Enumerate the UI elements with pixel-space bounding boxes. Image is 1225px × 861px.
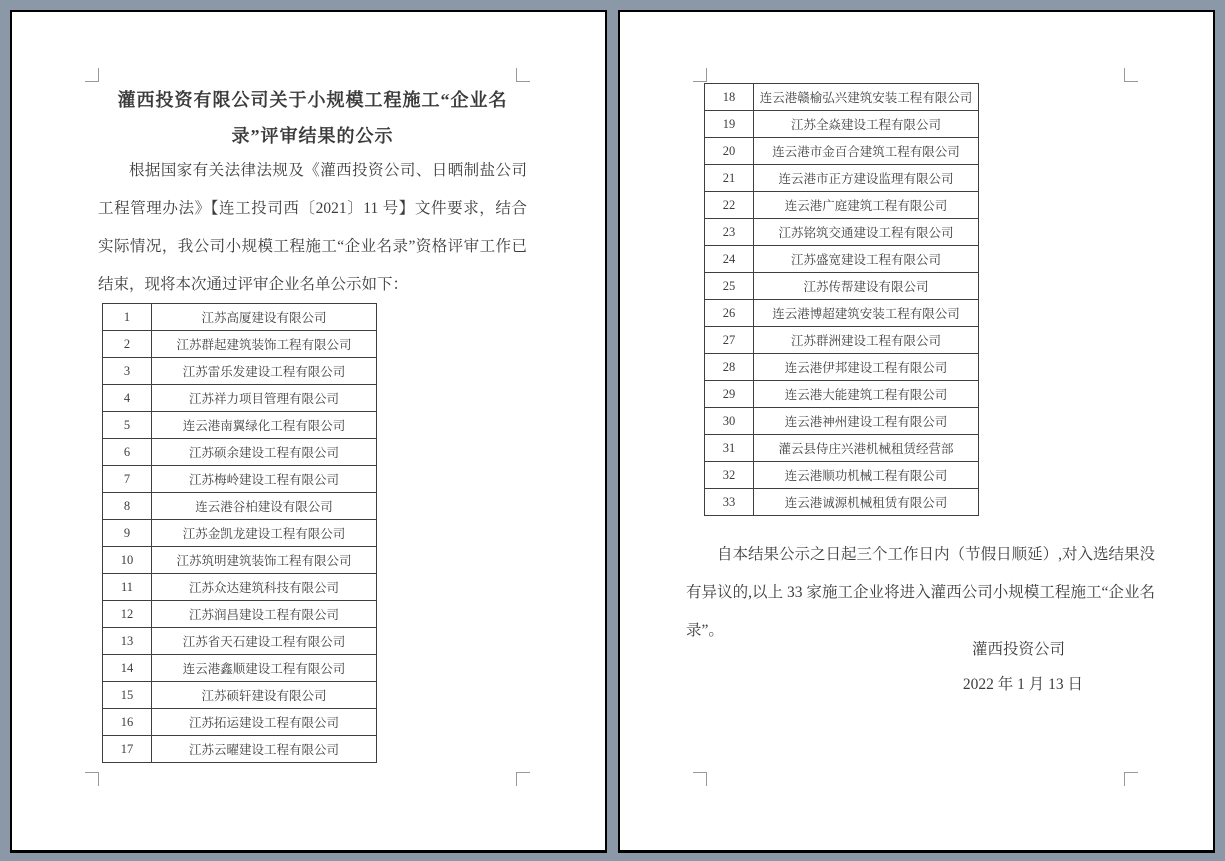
row-number-cell: 19: [705, 111, 754, 138]
row-number-cell: 13: [103, 628, 152, 655]
table-row: [103, 439, 377, 466]
row-number-cell: 4: [103, 385, 152, 412]
table-row: [103, 358, 377, 385]
row-number-cell: 31: [705, 435, 754, 462]
company-name-cell: 江苏群起建筑装饰工程有限公司: [152, 331, 377, 358]
row-number-cell: 6: [103, 439, 152, 466]
row-number-cell: 14: [103, 655, 152, 682]
company-name-cell: 江苏金凯龙建设工程有限公司: [152, 520, 377, 547]
row-number-cell: 7: [103, 466, 152, 493]
table-row: [705, 462, 979, 489]
row-number-cell: 22: [705, 192, 754, 219]
table-row: [705, 381, 979, 408]
table-row: [705, 327, 979, 354]
company-name-cell: 连云港顺功机械工程有限公司: [754, 462, 979, 489]
row-number-cell: 25: [705, 273, 754, 300]
text-boundary-mark-bottom-right: [516, 772, 530, 786]
document-page-1[interactable]: [10, 10, 607, 853]
row-number-cell: 2: [103, 331, 152, 358]
company-name-cell: 连云港博超建筑安装工程有限公司: [754, 300, 979, 327]
row-number-cell: 20: [705, 138, 754, 165]
text-boundary-mark-top-right: [1124, 68, 1138, 82]
company-name-cell: 江苏梅岭建设工程有限公司: [152, 466, 377, 493]
table-row: [705, 354, 979, 381]
table-row: [705, 246, 979, 273]
table-row: [103, 547, 377, 574]
company-name-cell: 江苏众达建筑科技有限公司: [152, 574, 377, 601]
company-name-cell: 灌云县侍庄兴港机械租赁经营部: [754, 435, 979, 462]
row-number-cell: 27: [705, 327, 754, 354]
table-row: [705, 435, 979, 462]
row-number-cell: 32: [705, 462, 754, 489]
company-table-page-2: [704, 83, 979, 516]
row-number-cell: 30: [705, 408, 754, 435]
text-boundary-mark-top-right: [516, 68, 530, 82]
company-name-cell: 江苏铭筑交通建设工程有限公司: [754, 219, 979, 246]
row-number-cell: 11: [103, 574, 152, 601]
text-boundary-mark-top-left: [85, 68, 99, 82]
company-name-cell: 连云港市金百合建筑工程有限公司: [754, 138, 979, 165]
text-boundary-mark-top-left: [693, 68, 707, 82]
company-name-cell: 江苏高厦建设有限公司: [152, 304, 377, 331]
company-name-cell: 江苏硕余建设工程有限公司: [152, 439, 377, 466]
text-boundary-mark-bottom-right: [1124, 772, 1138, 786]
table-row: [103, 520, 377, 547]
closing-paragraph: 自本结果公示之日起三个工作日内（节假日顺延）,对入选结果没有异议的,以上 33 家施工企业将进入灌西公司小规模工程施工“企业名录”。: [686, 546, 1155, 639]
table-row: [103, 304, 377, 331]
signature-company: 灌西投资公司: [971, 641, 1065, 658]
company-name-cell: 江苏润昌建设工程有限公司: [152, 601, 377, 628]
document-page-2[interactable]: [618, 10, 1215, 853]
table-row: [705, 84, 979, 111]
row-number-cell: 16: [103, 709, 152, 736]
company-name-cell: 江苏硕轩建设有限公司: [152, 682, 377, 709]
text-boundary-mark-bottom-left: [693, 772, 707, 786]
row-number-cell: 24: [705, 246, 754, 273]
table-row: [103, 331, 377, 358]
company-name-cell: 连云港赣榆弘兴建筑安装工程有限公司: [754, 84, 979, 111]
table-row: [103, 601, 377, 628]
company-name-cell: 江苏省天石建设工程有限公司: [152, 628, 377, 655]
table-row: [103, 709, 377, 736]
row-number-cell: 28: [705, 354, 754, 381]
company-name-cell: 江苏全焱建设工程有限公司: [754, 111, 979, 138]
table-row: [705, 192, 979, 219]
row-number-cell: 5: [103, 412, 152, 439]
table-row: [705, 219, 979, 246]
table-row: [705, 489, 979, 516]
table-row: [103, 412, 377, 439]
company-name-cell: 江苏拓运建设工程有限公司: [152, 709, 377, 736]
row-number-cell: 29: [705, 381, 754, 408]
company-name-cell: 连云港谷柏建设有限公司: [152, 493, 377, 520]
table-row: [103, 493, 377, 520]
company-name-cell: 连云港诚源机械租赁有限公司: [754, 489, 979, 516]
document-title: 灌西投资有限公司关于小规模工程施工“企业名录”评审结果的公示: [117, 90, 508, 146]
table-row: [705, 111, 979, 138]
row-number-cell: 26: [705, 300, 754, 327]
company-name-cell: 连云港鑫顺建设工程有限公司: [152, 655, 377, 682]
company-name-cell: 江苏云曜建设工程有限公司: [152, 736, 377, 763]
company-name-cell: 连云港南翼绿化工程有限公司: [152, 412, 377, 439]
row-number-cell: 21: [705, 165, 754, 192]
table-row: [705, 165, 979, 192]
table-row: [103, 682, 377, 709]
intro-paragraph: 根据国家有关法律法规及《灌西投资公司、日晒制盐公司工程管理办法》【连工投司西〔2021〕11 号】文件要求，结合实际情况，我公司小规模工程施工“企业名录”资格评审工作已结束，现将本次通过评审企业名单公示如下：: [98, 162, 527, 293]
table-row: [103, 385, 377, 412]
company-name-cell: 连云港伊邦建设工程有限公司: [754, 354, 979, 381]
company-table-page-1: [102, 303, 377, 763]
company-name-cell: 江苏祥力项目管理有限公司: [152, 385, 377, 412]
table-row: [103, 655, 377, 682]
row-number-cell: 33: [705, 489, 754, 516]
company-name-cell: 江苏筑明建筑装饰工程有限公司: [152, 547, 377, 574]
table-row: [103, 574, 377, 601]
company-name-cell: 江苏雷乐发建设工程有限公司: [152, 358, 377, 385]
row-number-cell: 10: [103, 547, 152, 574]
table-row: [103, 736, 377, 763]
document-date: 2022 年 1 月 13 日: [962, 676, 1083, 693]
company-table-body-2: [705, 84, 979, 516]
row-number-cell: 23: [705, 219, 754, 246]
company-name-cell: 连云港广庭建筑工程有限公司: [754, 192, 979, 219]
table-row: [705, 273, 979, 300]
company-name-cell: 江苏盛宽建设工程有限公司: [754, 246, 979, 273]
company-name-cell: 连云港神州建设工程有限公司: [754, 408, 979, 435]
table-row: [705, 300, 979, 327]
table-row: [103, 466, 377, 493]
company-table-body-1: [103, 304, 377, 763]
company-name-cell: 江苏群洲建设工程有限公司: [754, 327, 979, 354]
row-number-cell: 1: [103, 304, 152, 331]
row-number-cell: 12: [103, 601, 152, 628]
table-row: [705, 408, 979, 435]
row-number-cell: 17: [103, 736, 152, 763]
row-number-cell: 8: [103, 493, 152, 520]
row-number-cell: 3: [103, 358, 152, 385]
company-name-cell: 江苏传帮建设有限公司: [754, 273, 979, 300]
text-boundary-mark-bottom-left: [85, 772, 99, 786]
company-name-cell: 连云港市正方建设监理有限公司: [754, 165, 979, 192]
row-number-cell: 9: [103, 520, 152, 547]
table-row: [705, 138, 979, 165]
row-number-cell: 15: [103, 682, 152, 709]
table-row: [103, 628, 377, 655]
row-number-cell: 18: [705, 84, 754, 111]
company-name-cell: 连云港大能建筑工程有限公司: [754, 381, 979, 408]
